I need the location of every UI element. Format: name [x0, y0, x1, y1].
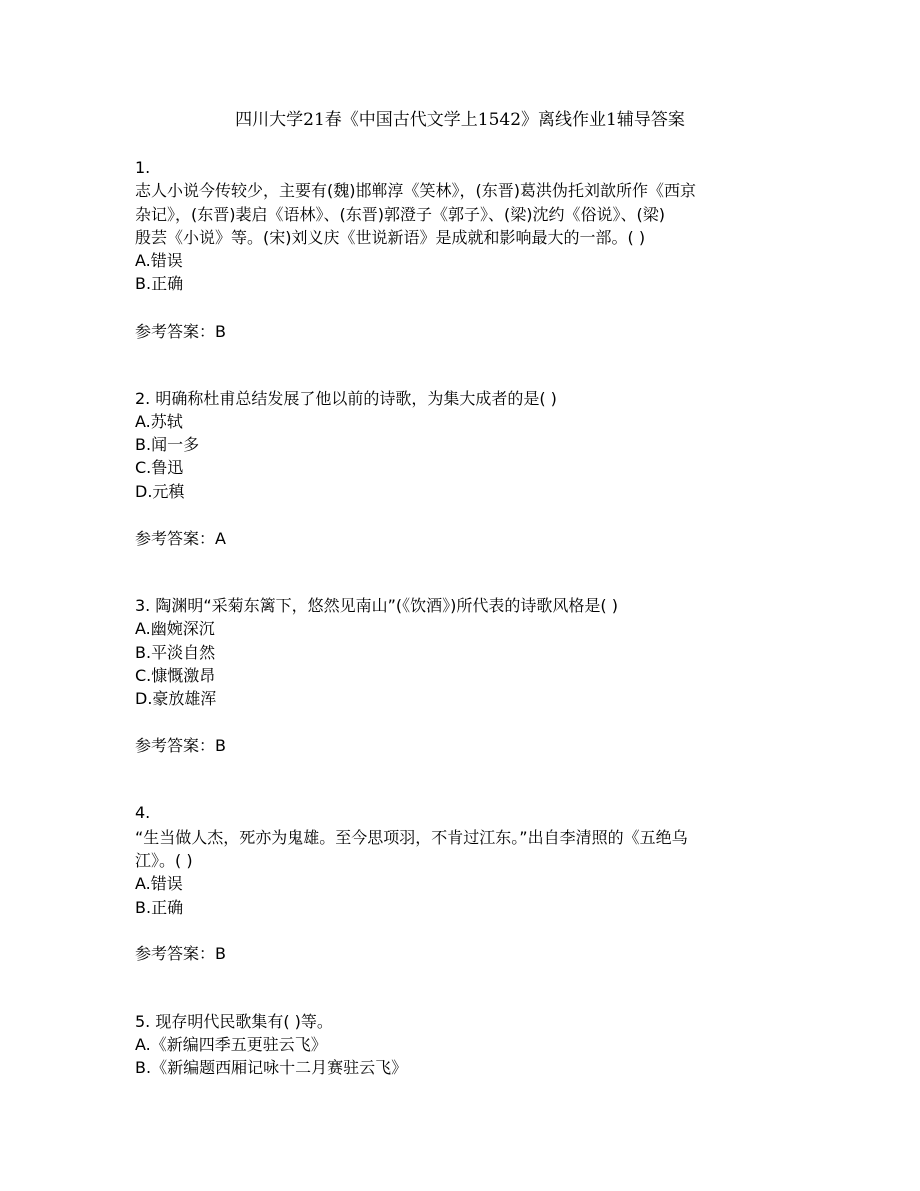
question-1-option-b: B.正确: [135, 274, 184, 293]
question-3-option-d: D.豪放雄浑: [135, 689, 217, 708]
question-4-option-b: B.正确: [135, 898, 184, 917]
question-3-option-a: A.幽婉深沉: [135, 619, 215, 638]
question-1-option-a: A.错误: [135, 251, 183, 270]
question-1-stem-line-1: 志人小说今传较少，主要有(魏)邯郸淳《笑林》，(东晋)葛洪伪托刘歆所作《西京: [135, 181, 696, 200]
question-4-stem-line-2: 江》。( ): [135, 851, 193, 870]
question-4-stem-line-1: “生当做人杰，死亦为鬼雄。至今思项羽，不肯过江东。”出自李清照的《五绝乌: [135, 828, 688, 847]
question-1-stem-line-3: 殷芸《小说》等。(宋)刘义庆《世说新语》是成就和影响最大的一部。( ): [135, 228, 646, 247]
question-2-option-d: D.元稹: [135, 482, 185, 501]
page-title: 四川大学21春《中国古代文学上1542》离线作业1辅导答案: [235, 110, 685, 130]
question-5-stem: 5. 现存明代民歌集有( )等。: [135, 1012, 333, 1031]
question-4-number: 4.: [135, 803, 151, 822]
question-3-option-b: B.平淡自然: [135, 643, 216, 662]
question-2-answer: 参考答案：A: [135, 529, 226, 548]
question-4-answer: 参考答案：B: [135, 944, 226, 963]
question-2-option-c: C.鲁迅: [135, 458, 184, 477]
question-3-stem: 3. 陶渊明“采菊东篱下，悠然见南山”(《饮酒》)所代表的诗歌风格是( ): [135, 596, 618, 615]
question-3-answer: 参考答案：B: [135, 736, 226, 755]
question-5-option-a: A.《新编四季五更驻云飞》: [135, 1035, 327, 1054]
question-1-number: 1.: [135, 158, 151, 177]
question-2-option-a: A.苏轼: [135, 412, 183, 431]
question-1-answer: 参考答案：B: [135, 322, 226, 341]
question-1-stem-line-2: 杂记》，(东晋)裴启《语林》、(东晋)郭澄子《郭子》、(梁)沈约《俗说》、(梁): [135, 205, 665, 224]
question-5-option-b: B.《新编题西厢记咏十二月赛驻云飞》: [135, 1058, 408, 1077]
question-2-stem: 2. 明确称杜甫总结发展了他以前的诗歌，为集大成者的是( ): [135, 389, 557, 408]
question-4-option-a: A.错误: [135, 874, 183, 893]
question-3-option-c: C.慷慨激昂: [135, 666, 216, 685]
question-2-option-b: B.闻一多: [135, 435, 200, 454]
